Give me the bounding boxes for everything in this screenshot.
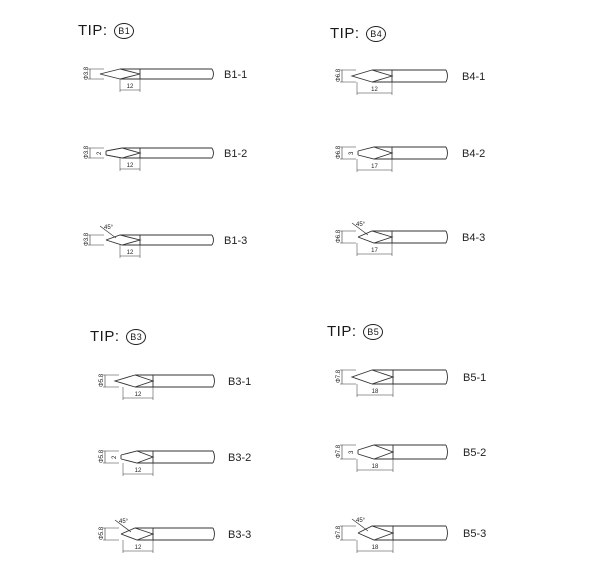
diameter-label: Φ5.8 (99, 526, 105, 540)
tip-drawing (336, 68, 485, 95)
tip-drawing (336, 369, 486, 397)
break-line (213, 528, 215, 540)
length-label: 12 (134, 392, 142, 398)
break-line (446, 370, 448, 384)
tip-drawing (99, 519, 251, 553)
taper-line (120, 235, 140, 245)
bevel-edge (121, 534, 153, 540)
tip-drawing (99, 449, 251, 476)
taper-line (372, 526, 393, 540)
tip-group-b5 (336, 369, 486, 553)
tip-label: B1-1 (224, 69, 248, 81)
length-label: 18 (371, 545, 379, 551)
group-badge: B1 (114, 23, 134, 39)
bevel-edge (358, 533, 393, 540)
chisel-width-label: 2 (97, 151, 103, 155)
length-label: 17 (371, 164, 378, 170)
taper-line (122, 148, 140, 158)
diameter-label: Φ7.8 (336, 369, 342, 383)
length-label: 12 (134, 545, 142, 551)
tip-label: B4-3 (462, 232, 486, 244)
break-line (446, 147, 448, 159)
taper-line (372, 70, 392, 82)
group-title-text: TIP: (90, 328, 120, 345)
diameter-label: Φ7.8 (336, 525, 342, 539)
group-badge: B4 (366, 26, 386, 42)
tip-label: B4-1 (462, 71, 486, 83)
diameter-label: Φ3.8 (84, 66, 90, 80)
diameter-label: Φ7.8 (336, 444, 342, 458)
tip-label: B3-2 (228, 452, 252, 464)
diameter-label: Φ6.8 (336, 145, 342, 159)
tip-label: B5-1 (463, 372, 487, 384)
tip-label: B1-3 (224, 235, 248, 247)
tip-drawing (84, 145, 247, 171)
chisel-edge (121, 451, 153, 455)
taper-line (372, 231, 392, 243)
diameter-label: Φ3.8 (84, 145, 90, 159)
break-line (446, 526, 448, 540)
diameter-label: Φ6.8 (336, 229, 342, 243)
length-label: 18 (371, 464, 379, 470)
length-label: 12 (126, 250, 134, 256)
conical-tip (352, 370, 372, 384)
tip-drawing (84, 66, 247, 92)
break-line (212, 235, 214, 245)
break-line (212, 69, 214, 79)
length-label: 12 (371, 87, 378, 93)
angle-label: 45° (104, 225, 114, 231)
tip-label: B4-2 (462, 148, 486, 160)
length-label: 17 (371, 248, 378, 254)
diameter-label: Φ6.8 (336, 68, 342, 82)
angle-label: 45° (119, 519, 129, 525)
angle-label: 45° (356, 518, 366, 524)
diameter-label: Φ5.8 (99, 373, 105, 387)
group-title-text: TIP: (330, 25, 360, 42)
taper-line (135, 528, 153, 540)
length-label: 18 (371, 389, 379, 395)
chisel-edge (121, 459, 153, 463)
tip-label: B1-2 (224, 148, 248, 160)
diameter-label: Φ5.8 (99, 449, 105, 463)
chisel-width-label: 3 (349, 151, 355, 155)
tip-drawing (336, 444, 486, 472)
conical-tip (100, 69, 120, 79)
conical-tip (352, 70, 372, 82)
length-label: 12 (126, 163, 134, 169)
tip-drawing (84, 225, 247, 258)
tip-label: B5-3 (463, 528, 487, 540)
taper-line (137, 451, 153, 463)
tip-group-b3 (99, 373, 251, 553)
length-label: 12 (126, 84, 134, 90)
length-label: 12 (134, 468, 142, 474)
chisel-width-label: 2 (112, 455, 118, 459)
group-badge: B5 (363, 324, 383, 340)
break-line (213, 451, 215, 463)
tip-drawing (99, 373, 251, 400)
tip-label: B5-2 (463, 447, 487, 459)
group-badge: B3 (126, 329, 146, 345)
taper-line (374, 147, 392, 159)
taper-line (372, 370, 393, 384)
taper-line (135, 375, 153, 387)
tip-label: B3-3 (228, 529, 252, 541)
tip-drawing (336, 518, 486, 553)
tip-drawing (336, 145, 485, 172)
group-title-text: TIP: (327, 323, 357, 340)
angle-label: 45° (356, 222, 366, 228)
taper-line (374, 445, 393, 459)
break-line (446, 70, 448, 82)
tip-label: B3-1 (228, 376, 252, 388)
break-line (213, 375, 215, 387)
chisel-width-label: 3 (349, 450, 355, 454)
diameter-label: Φ3.8 (84, 232, 90, 246)
conical-tip (115, 375, 135, 387)
tip-group-b1 (84, 66, 247, 258)
bevel-edge (358, 237, 392, 243)
break-line (446, 445, 448, 459)
tip-drawing (336, 222, 485, 256)
break-line (212, 148, 214, 158)
group-title-text: TIP: (78, 22, 108, 39)
taper-line (120, 69, 140, 79)
tip-group-b4 (336, 68, 485, 256)
bevel-edge (106, 240, 140, 245)
break-line (446, 231, 448, 243)
